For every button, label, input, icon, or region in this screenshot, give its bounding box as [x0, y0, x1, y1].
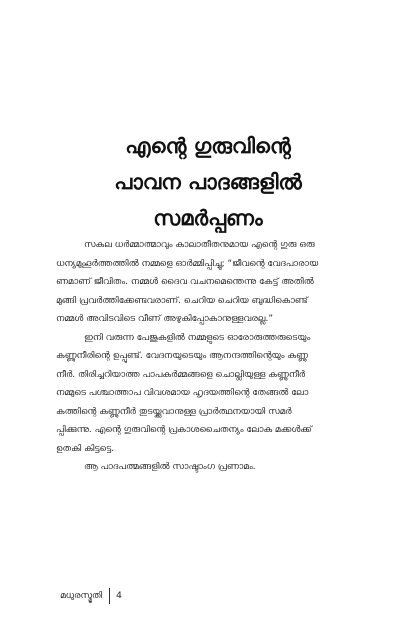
- title-line-3: സമർപ്പണം: [153, 206, 263, 230]
- paragraph-line: കണ്ണുനീരിന്റെ ഉപ്പുണ്ട്. വേദനയുടെയും ആനന്ദത്തിന്റെയും കണ്ണു: [56, 351, 308, 361]
- paragraph-line: നമ്മുടെ പശ്ചാത്താപ വിവശമായ ഹൃദയത്തിന്റെ തേങ്ങൽ ലോ: [56, 388, 309, 398]
- paragraph-line: മുങ്ങി പ്രവർത്തിക്കേണ്ടവരാണ്. ചെറിയ ചെറിയ ബുദ്ധികൊണ്ട്: [56, 295, 308, 306]
- running-book-title: മധുരസ്മൃതി: [60, 591, 103, 601]
- title-line-2: പാവന പാദങ്ങളിൽ: [114, 170, 302, 194]
- paragraph-line: പ്പിക്കുന്നു. എന്റെ ഗുരുവിന്റെ പ്രകാശചൈതന്യം ലോക മക്കൾക്ക്: [56, 425, 312, 435]
- paragraph-line: നീർ. തിരിച്ചറിയാത്ത പാപകർമ്മങ്ങളെ ചൊല്ലിയുള്ള കണ്ണുനീർ: [56, 369, 306, 380]
- title-line-1: എന്റെ ഗുരുവിന്റെ: [125, 134, 291, 158]
- paragraph-line: സകല ധർമ്മാത്മാവും കാലാതീതനുമായ എന്റെ ഗുരു ഒരു: [84, 240, 315, 250]
- dedication-title: [0, 128, 416, 236]
- paragraph-line: ണമാണ് ജീവിതം. നമ്മൾ ദൈവ വചനമെന്തെന്നു കേട്ട് അതിൽ: [56, 277, 314, 287]
- paragraph-line: കത്തിന്റെ കണ്ണുനീർ തുടയ്ക്കുവാനുള്ള പ്രാർത്ഥനയായി സമർ: [56, 406, 292, 417]
- paragraph-line: ആ പാദപത്മങ്ങളിൽ സാഷ്ടാംഗ പ്രണാമം.: [84, 462, 256, 472]
- paragraph-1: [56, 236, 372, 329]
- paragraph-2: [56, 329, 372, 459]
- page-footer: [60, 588, 122, 604]
- footer-divider: [109, 588, 110, 604]
- paragraph-3: [56, 458, 372, 477]
- paragraph-line: നമ്മൾ അവിടവിടെ വീണ് അഴുകിപ്പോകാനുള്ളവരല്ല.”: [56, 314, 273, 324]
- page-number: 4: [116, 591, 122, 601]
- paragraph-line: ഇനി വരുന്ന പേജുകളിൽ നമ്മളുടെ ഓരോരുത്തരുടെയും: [84, 332, 311, 343]
- paragraph-line: ഉതകി കിട്ടട്ടെ.: [56, 443, 115, 454]
- dedication-body: [56, 236, 372, 477]
- paragraph-line: ധന്യമുഹൂർത്തത്തിൽ നമ്മളെ ഓർമ്മിപ്പിച്ചു; “ജീവന്റെ വേദപാരായ: [56, 258, 319, 269]
